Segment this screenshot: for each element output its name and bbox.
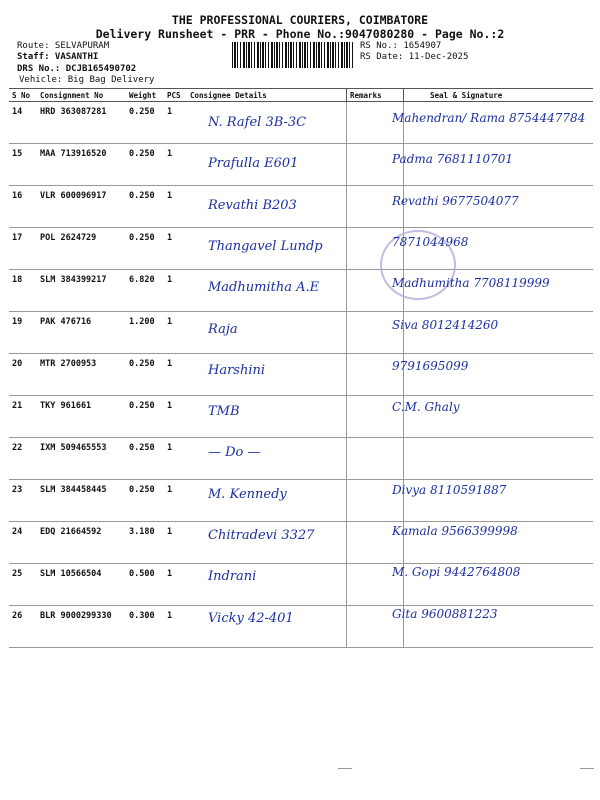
recipient-signature: Revathi 9677504077	[392, 193, 519, 208]
cell-pcs: 1	[164, 144, 187, 186]
col-weight: Weight	[126, 89, 164, 102]
cell-sno: 21	[9, 396, 37, 438]
consignee-handwriting: Vicky 42-401	[208, 610, 294, 626]
cell-consignment: SLM 384399217	[37, 270, 126, 312]
route-label: Route: SELVAPURAM	[17, 41, 110, 51]
staff-label: Staff: VASANTHI	[17, 52, 99, 62]
table-row	[9, 438, 593, 480]
cell-sno: 16	[9, 186, 37, 228]
cell-weight: 0.250	[126, 354, 164, 396]
consignee-handwriting: Revathi B203	[208, 197, 297, 213]
cell-consignment: HRD 363087281	[37, 102, 126, 144]
consignee-handwriting: Harshini	[208, 362, 266, 378]
cell-sno: 20	[9, 354, 37, 396]
cell-sno: 22	[9, 438, 37, 480]
consignee-handwriting: Prafulla E601	[208, 156, 299, 172]
cell-pcs: 1	[164, 186, 187, 228]
cell-weight: 3.180	[126, 522, 164, 564]
cell-weight: 0.250	[126, 438, 164, 480]
cell-pcs: 1	[164, 312, 187, 354]
runsheet-subtitle: Delivery Runsheet - PRR - Phone No.:9047080280 - Page No.:2	[95, 27, 505, 41]
cell-weight: 0.250	[126, 102, 164, 144]
cell-weight: 0.250	[126, 480, 164, 522]
cell-sno: 25	[9, 564, 37, 606]
consignee-handwriting: Indrani	[208, 569, 257, 585]
cell-weight: 0.250	[126, 144, 164, 186]
recipient-signature: Siva 8012414260	[392, 317, 499, 332]
cell-pcs: 1	[164, 564, 187, 606]
cell-consignment: BLR 9000299330	[37, 606, 126, 648]
consignee-handwriting: Chitradevi 3327	[208, 528, 315, 543]
col-remarks: Remarks	[347, 89, 404, 102]
cell-pcs: 1	[164, 270, 187, 312]
cell-consignment: EDQ 21664592	[37, 522, 126, 564]
cell-weight: 0.500	[126, 564, 164, 606]
page-footer-mark	[338, 768, 352, 769]
consignee-handwriting: N. Rafel 3B-3C	[208, 115, 307, 130]
recipient-signature: Kamala 9566399998	[392, 524, 518, 538]
cell-sno: 24	[9, 522, 37, 564]
col-sno: S No	[9, 89, 37, 102]
consignee-handwriting: Madhumitha A.E	[208, 280, 320, 296]
page-footer-mark	[580, 768, 594, 769]
cell-weight: 0.250	[126, 228, 164, 270]
cell-pcs: 1	[164, 102, 187, 144]
runsheet-table	[9, 88, 593, 648]
table-row	[9, 396, 593, 438]
vehicle-label: Vehicle: Big Bag Delivery	[19, 75, 155, 85]
recipient-signature: 9791695099	[392, 358, 469, 373]
consignee-handwriting: Raja	[208, 321, 238, 337]
table-row	[9, 312, 593, 354]
cell-weight: 6.820	[126, 270, 164, 312]
cell-consignment: VLR 600096917	[37, 186, 126, 228]
col-consignment: Consignment No	[37, 89, 126, 102]
cell-remarks	[347, 438, 404, 480]
cell-sno: 18	[9, 270, 37, 312]
rs-number: RS No.: 1654907	[360, 41, 442, 51]
recipient-signature: Madhumitha 7708119999	[392, 276, 550, 291]
cell-sno: 14	[9, 102, 37, 144]
col-seal: Seal & Signature	[404, 89, 594, 102]
consignee-handwriting: TMB	[208, 404, 240, 420]
cell-sno: 26	[9, 606, 37, 648]
cell-consignment: PAK 476716	[37, 312, 126, 354]
cell-sno: 23	[9, 480, 37, 522]
cell-consignment: POL 2624729	[37, 228, 126, 270]
drs-number: DRS No.: DCJB165490702	[17, 64, 137, 74]
table-header-row	[9, 89, 593, 102]
recipient-signature: Gita 9600881223	[392, 606, 498, 621]
table-row	[9, 606, 593, 648]
cell-pcs: 1	[164, 228, 187, 270]
cell-consignment: MTR 2700953	[37, 354, 126, 396]
consignee-handwriting: — Do —	[208, 445, 261, 461]
cell-consignment: TKY 961661	[37, 396, 126, 438]
cell-consignment: IXM 509465553	[37, 438, 126, 480]
recipient-signature: Padma 7681110701	[392, 152, 514, 167]
cell-pcs: 1	[164, 396, 187, 438]
cell-pcs: 1	[164, 438, 187, 480]
cell-weight: 0.300	[126, 606, 164, 648]
cell-pcs: 1	[164, 522, 187, 564]
col-pcs: PCS	[164, 89, 187, 102]
recipient-signature: 7871044968	[392, 234, 469, 249]
recipient-signature: Mahendran/ Rama 8754447784	[392, 111, 586, 125]
cell-pcs: 1	[164, 354, 187, 396]
cell-consignment: MAA 713916520	[37, 144, 126, 186]
consignee-handwriting: M. Kennedy	[208, 486, 287, 502]
cell-pcs: 1	[164, 480, 187, 522]
cell-consignment: SLM 384458445	[37, 480, 126, 522]
cell-sno: 15	[9, 144, 37, 186]
barcode	[232, 42, 354, 68]
cell-weight: 0.250	[126, 396, 164, 438]
cell-consignment: SLM 10566504	[37, 564, 126, 606]
recipient-signature: M. Gopi 9442764808	[392, 565, 521, 580]
cell-weight: 1.200	[126, 312, 164, 354]
company-title: THE PROFESSIONAL COURIERS, COIMBATORE	[171, 13, 429, 27]
cell-sno: 19	[9, 312, 37, 354]
table-row	[9, 354, 593, 396]
consignee-handwriting: Thangavel Lundp	[208, 238, 323, 254]
rs-date: RS Date: 11-Dec-2025	[360, 52, 469, 62]
cell-sno: 17	[9, 228, 37, 270]
cell-pcs: 1	[164, 606, 187, 648]
col-consignee: Consignee Details	[187, 89, 347, 102]
cell-weight: 0.250	[126, 186, 164, 228]
cell-seal	[404, 438, 594, 480]
recipient-signature: Divya 8110591887	[392, 482, 507, 497]
recipient-signature: C.M. Ghaly	[392, 400, 460, 415]
